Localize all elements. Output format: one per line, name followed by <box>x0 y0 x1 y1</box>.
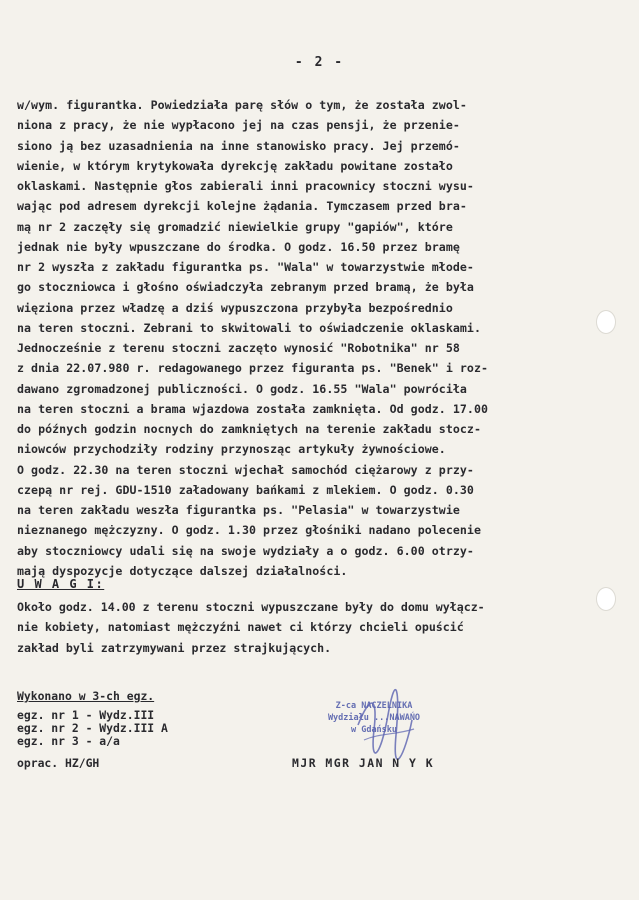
report-line: niona z pracy, że nie wypłacono jej na czas pensji, że przenie- <box>17 118 460 133</box>
report-line: na teren stoczni a brama wjazdowa została zamknięta. Od godz. 17.00 <box>17 401 489 416</box>
copy-entry: egz. nr 1 - Wydz.III <box>17 708 155 722</box>
report-line: z dnia 22.07.980 r. redagowanego przez figuranta ps. "Benek" i roz- <box>17 361 489 376</box>
report-line: czepą nr rej. GDU-1510 załadowany bańkami z mlekiem. O godz. 0.30 <box>17 482 474 497</box>
remarks-line: nie kobiety, natomiast mężczyźni nawet ci którzy chcieli opuścić <box>17 620 464 635</box>
report-line: na teren zakładu weszła figurantka ps. "Pelasia" w towarzystwie <box>17 503 460 517</box>
report-line: aby stoczniowcy udali się na swoje wydziały a o godz. 6.00 otrzy- <box>17 543 474 558</box>
copies-heading: Wykonano w 3-ch egz. <box>17 689 155 703</box>
report-line: nr 2 wyszła z zakładu figurantka ps. "Wala" w towarzystwie młode- <box>17 260 474 274</box>
copy-entry: egz. nr 2 - Wydz.III A <box>17 721 168 735</box>
report-line: mą nr 2 zaczęły się gromadzić niewielkie grupy "gapiów", które <box>17 219 453 234</box>
remarks-heading: U W A G I: <box>17 577 105 591</box>
stamp-line-3: w Gdańsku <box>350 725 398 735</box>
stamp-line-2: Wydziału ...NAWAŃO <box>327 713 421 723</box>
report-line: siono ją bez uzasadnienia na inne stanowisko pracy. Jej przemó- <box>17 138 460 153</box>
report-line: O godz. 22.30 na teren stoczni wjechał samochód ciężarowy z przy- <box>17 462 474 477</box>
report-line: mają dyspozycje dotyczące dalszej działalności. <box>17 563 348 578</box>
report-line: oklaskami. Następnie głos zabierali inni pracownicy stoczni wysu- <box>17 179 474 193</box>
report-line: jednak nie były wpuszczane do środka. O godz. 16.50 przez bramę <box>17 239 460 254</box>
report-line: nieznanego mężczyzny. O godz. 1.30 przez głośniki nadano polecenie <box>17 523 481 538</box>
prepared-by: oprac. HZ/GH <box>17 756 100 770</box>
remarks-body <box>17 597 627 658</box>
report-line: niowców przychodziły rodziny przynosząc artykuły żywnościowe. <box>17 442 446 457</box>
report-line: go stoczniowca i głośno oświadczyła zebranym przed bramą, że była <box>17 280 474 295</box>
handwritten-signature <box>350 685 420 765</box>
report-line: dawano zgromadzonej publiczności. O godz. 16.55 "Wala" powróciła <box>17 381 467 396</box>
report-body <box>17 95 627 581</box>
stamp-line-1: Z-ca NACZELNIKA <box>335 701 413 711</box>
report-line: do późnych godzin nocnych do zamkniętych na terenie zakładu stocz- <box>17 422 481 436</box>
page-number: - 2 - <box>294 55 345 70</box>
report-line: wając pod adresem dyrekcji kolejne żądania. Tymczasem przed bra- <box>17 199 467 214</box>
report-line: więziona przez władzę a dziś wypuszczona przybyła bezpośrednio <box>17 300 453 315</box>
signatory-name: MJR MGR JAN N Y K <box>292 756 435 770</box>
report-line: wienie, w którym krytykowała dyrekcję zakładu powitane zostało <box>17 158 453 173</box>
report-line: w/wym. figurantka. Powiedziała parę słów o tym, że została zwol- <box>17 98 467 112</box>
remarks-line: Około godz. 14.00 z terenu stoczni wypuszczane były do domu wyłącz- <box>17 600 485 614</box>
copies-list <box>17 709 168 748</box>
remarks-line: zakład byli zatrzymywani przez strajkujących. <box>17 640 332 655</box>
report-line: na teren stoczni. Zebrani to skwitowali to oświadczenie oklaskami. <box>17 320 481 335</box>
report-line: Jednocześnie z terenu stoczni zaczęto wynosić "Robotnika" nr 58 <box>17 341 460 355</box>
copy-entry: egz. nr 3 - a/a <box>17 734 120 748</box>
